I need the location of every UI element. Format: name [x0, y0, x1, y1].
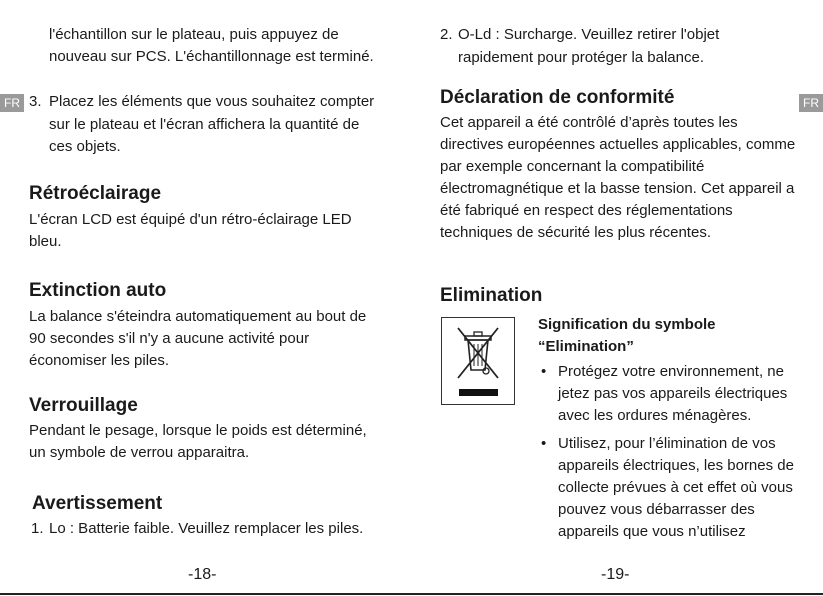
step-3: [29, 91, 379, 161]
warning-2-text: O-Ld : Surcharge. Veuillez retirer l'objet rapidement pour protéger la balance.: [458, 26, 720, 66]
auto-off-heading: Extinction auto: [29, 280, 167, 301]
warning-2-number: 2.: [440, 26, 453, 43]
lock-heading: Verrouillage: [29, 395, 138, 416]
language-tab-right: FR: [799, 94, 823, 112]
page-number-right: -19-: [601, 566, 630, 583]
conformity-heading: Déclaration de conformité: [440, 87, 675, 108]
lock-paragraph: Pendant le pesage, lorsque le poids est déterminé, un symbole de verrou apparaitra.: [29, 422, 367, 461]
crossed-out-wheelie-bin-icon: [442, 318, 514, 404]
disposal-bullet-list: [540, 361, 812, 549]
warning-1-text: Lo : Batterie faible. Veuillez remplacer les piles.: [49, 520, 364, 537]
weee-symbol-box: [441, 317, 515, 405]
warning-heading: Avertissement: [32, 493, 163, 514]
auto-off-paragraph: La balance s'éteindra automatiquement au bout de 90 secondes s'il n'y a aucune activité pour économiser les piles.: [29, 308, 367, 369]
warning-2: [440, 24, 780, 69]
step-3-number: 3.: [29, 93, 42, 110]
warning-1-number: 1.: [31, 520, 44, 537]
backlight-heading: Rétroéclairage: [29, 183, 162, 204]
bullet-item: • Utilisez, pour l’élimination de vos appareils électriques, les bornes de collecte prévues à cet effet où vous pouvez vous débarrasser des appareils que vous n’utilisez: [540, 433, 812, 543]
disposal-heading: Elimination: [440, 285, 543, 306]
bottom-divider: [0, 593, 823, 595]
backlight-paragraph: L'écran LCD est équipé d'un rétro-éclairage LED bleu.: [29, 211, 352, 250]
page-number-left: -18-: [188, 566, 217, 583]
language-tab-left: FR: [0, 94, 24, 112]
bullet-item: • Protégez votre environnement, ne jetez pas vos appareils électriques avec les ordures ménagères.: [540, 361, 812, 427]
step-3-text: Placez les éléments que vous souhaitez compter sur le plateau et l'écran affichera la quantité de ces objets.: [49, 93, 375, 155]
warning-1: [31, 518, 371, 563]
symbol-title: Signification du symbole “Elimination”: [538, 316, 716, 355]
continued-paragraph: l'échantillon sur le plateau, puis appuyez de nouveau sur PCS. L'échantillonnage est terminé.: [49, 26, 374, 65]
conformity-paragraph: Cet appareil a été contrôlé d’après toutes les directives européennes actuelles applicables, comme par exemple concernant la compatibilité électromagnétique et la basse tension. Cet appareil a été fabriqué en respect des réglementations techniques de sécurité les plus récentes.: [440, 114, 796, 241]
